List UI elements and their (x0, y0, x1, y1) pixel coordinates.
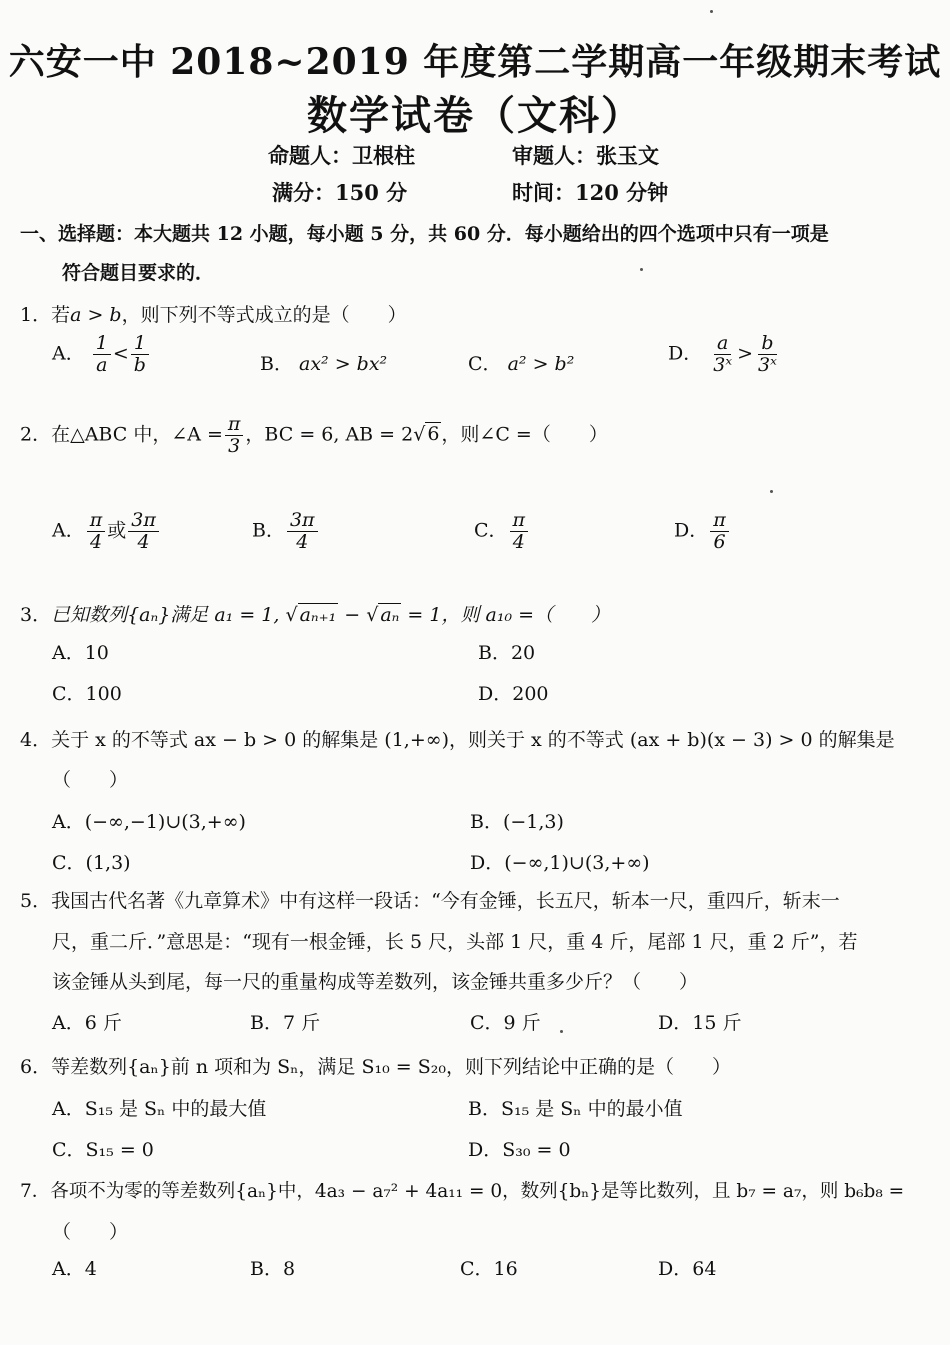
fraction: $\frac{\pi}{3}$ (225, 414, 244, 457)
reviewer-line: 审题人：张玉文 (512, 143, 659, 168)
q2-option-c: C． $\frac{\pi}{4}$ (474, 510, 530, 553)
fraction: $\frac{1}{a}$ (93, 333, 111, 376)
q6-option-b: B．S₁₅ 是 Sₙ 中的最小值 (468, 1098, 683, 1120)
fraction: $\frac{a}{\text{3ˣ}}$ (713, 332, 733, 376)
q7-option-c: C．16 (460, 1258, 518, 1280)
q4-option-c: C．(1,3) (52, 852, 131, 874)
q7-option-a: A．4 (52, 1258, 97, 1280)
question-7-cont: （ ） (52, 1221, 129, 1243)
exam-subtitle: 数学试卷（文科） (307, 92, 643, 139)
section-heading-cont: 符合题目要求的． (62, 262, 215, 284)
scan-speck (770, 490, 773, 493)
q5-option-b: B．7 斤 (250, 1012, 321, 1034)
q2-option-a: A． $\frac{\pi}{4}$ 或 $\frac{3\pi}{4}$ (52, 510, 161, 553)
scan-speck (640, 268, 643, 271)
exam-title: 六安一中 2018~2019 年度第二学期高一年级期末考试 (8, 41, 942, 83)
question-7: 7．各项不为零的等差数列{aₙ}中，4a₃ − a₇² + 4a₁₁ = 0，数列{bₙ}是等比数列，且 b₇ = a₇，则 b₆b₈ = (20, 1181, 905, 1202)
fraction: $\frac{\pi}{6}$ (710, 510, 729, 553)
fraction: $\frac{b}{\text{3ˣ}}$ (758, 332, 777, 376)
q3-option-a: A．10 (52, 642, 109, 664)
q3-option-b: B．20 (478, 642, 536, 664)
fraction: $\frac{\pi}{4}$ (510, 510, 529, 553)
question-4: 4．关于 x 的不等式 ax − b > 0 的解集是 (1,+∞)，则关于 x 的不等式 (ax + b)(x − 3) > 0 的解集是 (20, 729, 895, 751)
q5-option-a: A．6 斤 (52, 1012, 122, 1034)
q2-option-d: D． $\frac{\pi}{6}$ (674, 510, 731, 553)
full-score-line: 满分：150 分 (272, 180, 408, 205)
question-3: 3．已知数列{aₙ}满足 a₁ = 1, √ aₙ₊₁ − √ aₙ = 1，则 a₁₀ =（ ） (20, 604, 611, 626)
q5-option-d: D．15 斤 (658, 1012, 742, 1034)
q7-option-b: B．8 (250, 1258, 296, 1280)
q5-option-c: C．9 斤 (470, 1012, 541, 1034)
scan-speck (560, 1030, 563, 1033)
q3-option-d: D．200 (478, 683, 549, 705)
q6-option-a: A．S₁₅ 是 Sₙ 中的最大值 (52, 1098, 267, 1120)
fraction: $\frac{3\pi}{4}$ (128, 510, 159, 553)
scan-speck (710, 10, 713, 13)
q7-option-d: D．64 (658, 1258, 717, 1280)
author-line: 命题人：卫根柱 (268, 143, 415, 168)
q1-option-c: C． a² > b² (468, 353, 575, 375)
q3-option-c: C．100 (52, 683, 122, 705)
q4-option-d: D．(−∞,1)∪(3,+∞) (470, 852, 650, 874)
q6-option-d: D．S₃₀ = 0 (468, 1139, 571, 1161)
fraction: $\frac{3\pi}{4}$ (287, 510, 318, 553)
question-6: 6．等差数列{aₙ}前 n 项和为 Sₙ，满足 S₁₀ = S₂₀，则下列结论中正确的是（ ） (20, 1056, 731, 1078)
q4-option-a: A．(−∞,−1)∪(3,+∞) (52, 811, 246, 833)
question-5: 5．我国古代名著《九章算术》中有这样一段话：“今有金锤，长五尺，斩本一尺，重四斤，斩末一 (20, 890, 840, 912)
q1-option-b: B． ax² > bx² (260, 353, 388, 375)
q4-option-b: B．(−1,3) (470, 811, 564, 833)
q1-option-a: A． $\frac{1}{a}$ < $\frac{1}{b}$ (52, 333, 151, 376)
question-5-line3: 该金锤从头到尾，每一尺的重量构成等差数列，该金锤共重多少斤？（ ） (52, 971, 699, 993)
fraction: $\frac{\pi}{4}$ (87, 510, 106, 553)
section-heading: 一、选择题：本大题共 12 小题，每小题 5 分，共 60 分．每小题给出的四个选项中只有一项是 (20, 223, 829, 245)
q2-option-b: B． $\frac{3\pi}{4}$ (252, 510, 320, 553)
question-1: 1．若a > b，则下列不等式成立的是（ ） (20, 304, 407, 326)
q6-option-c: C．S₁₅ = 0 (52, 1139, 154, 1161)
question-4-cont: （ ） (52, 769, 129, 791)
q1-option-d: D． $\frac{a}{\text{3ˣ}}$ > $\frac{b}{\text{3ˣ}}$ (668, 333, 782, 376)
question-2: 2．在△ABC 中，∠A = $\frac{\pi}{3}$ ，BC = 6, AB = 2√ 6 ，则∠C =（ ） (20, 413, 608, 457)
fraction: $\frac{1}{b}$ (131, 333, 149, 376)
time-line: 时间：120 分钟 (512, 180, 669, 205)
question-5-line2: 尺，重二斤．”意思是：“现有一根金锤，长 5 尺，头部 1 尺，重 4 斤，尾部 1 尺，重 2 斤”，若 (52, 931, 858, 953)
